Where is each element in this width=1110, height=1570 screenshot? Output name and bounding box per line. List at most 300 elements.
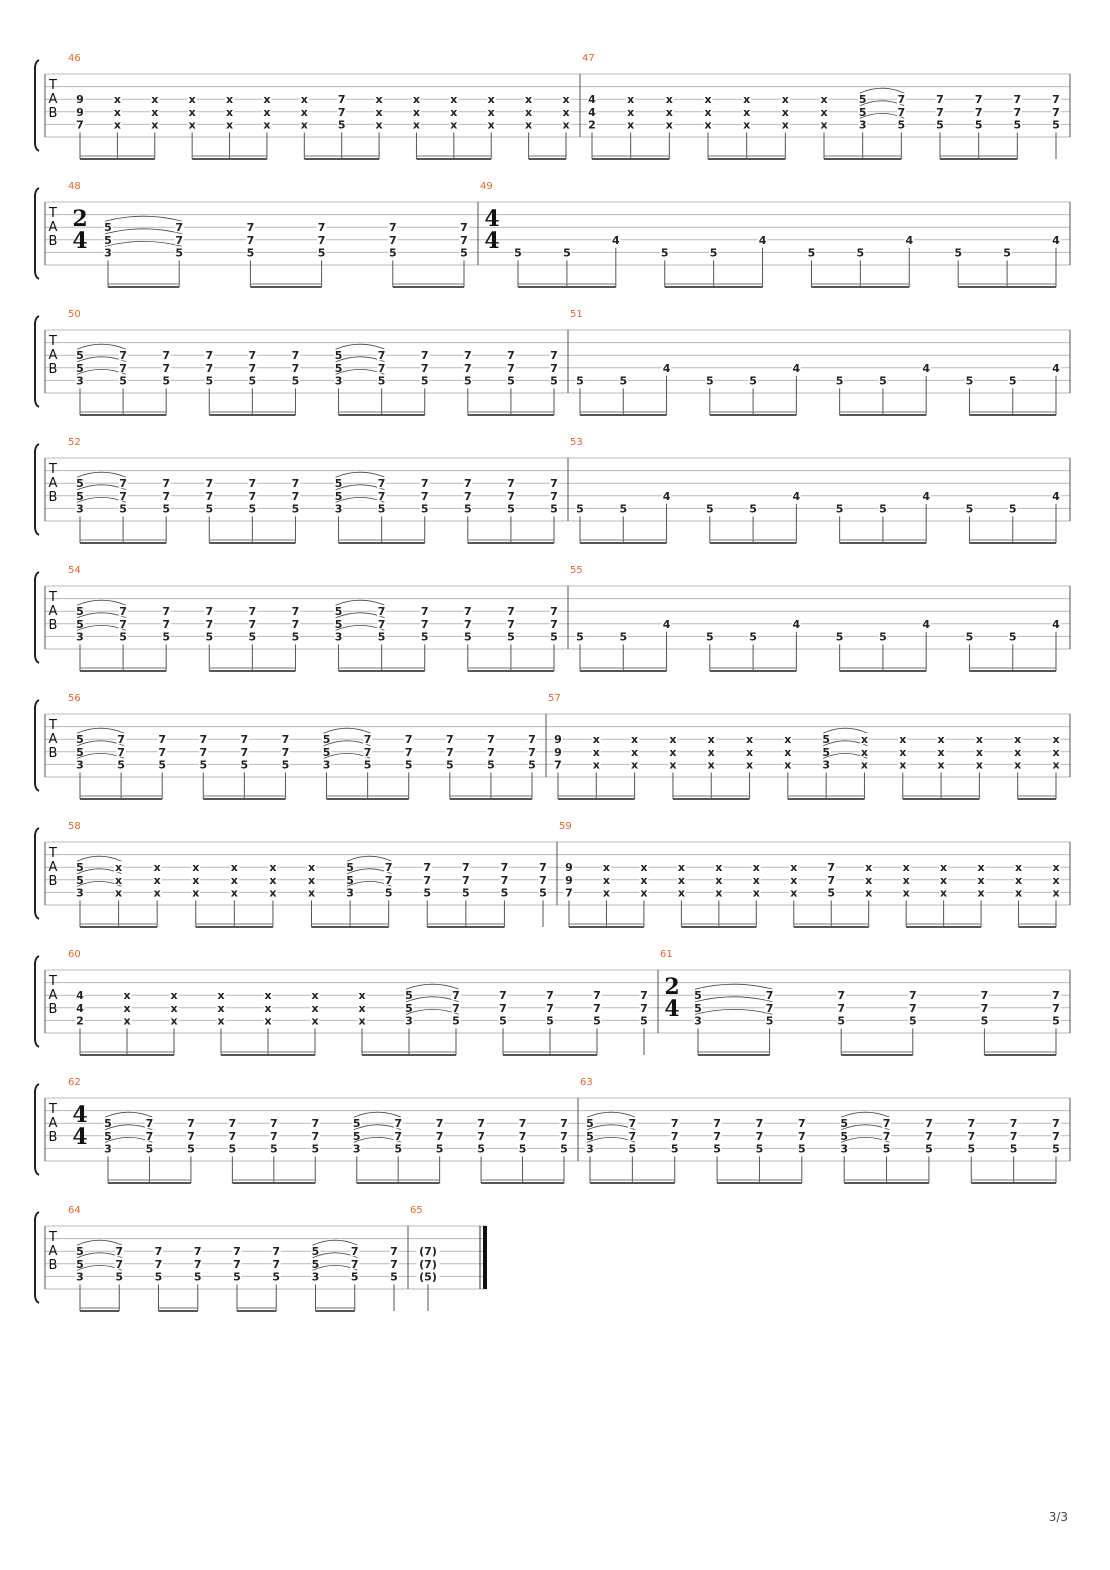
fret-number: 5 [550,374,558,388]
fret-number: 7 [1052,105,1060,119]
fret-number: 5 [576,630,584,644]
dead-note: x [375,105,383,119]
fret-number: 5 [619,374,628,388]
dead-note: x [170,1014,178,1028]
dead-note: x [640,873,648,887]
fret-number: 7 [337,93,346,107]
fret-number: 5 [507,374,515,388]
fret-number: 5 [765,1014,774,1028]
fret-number: 5 [228,1142,237,1156]
dead-note: x [562,118,570,132]
fret-number: 5 [76,861,84,875]
fret-number: 3 [840,1142,849,1156]
fret-number: 7 [974,93,983,107]
fret-number: 7 [554,758,562,772]
fret-number: 5 [346,873,354,887]
fret-number: 5 [76,605,84,619]
dead-note: x [1014,733,1022,747]
fret-number: 7 [507,489,515,503]
fret-number: 5 [76,1257,84,1271]
fret-number: 7 [499,1001,507,1015]
dead-note: x [592,758,600,772]
fret-number: 5 [311,1245,320,1259]
fret-number: 7 [797,1117,806,1131]
tab-clef-letter: A [48,92,58,107]
tab-system [35,188,1070,287]
fret-number: 5 [394,1142,403,1156]
dead-note: x [151,105,159,119]
fret-number: 7 [272,1245,281,1259]
fret-number: 7 [713,1129,721,1143]
fret-number: 7 [162,605,171,619]
measure-number: 61 [660,949,673,960]
dead-note: x [217,1014,225,1028]
fret-number: 3 [822,758,830,772]
dead-note: x [715,886,723,900]
fret-number: 7 [390,1257,398,1271]
fret-number: 7 [240,733,249,747]
dead-note: x [263,105,271,119]
system-bracket [35,316,39,407]
dead-note: x [230,886,238,900]
fret-number: 5 [507,630,515,644]
tab-clef-letter: A [48,220,58,235]
fret-number: 7 [117,745,125,759]
dead-note: x [1052,873,1060,887]
fret-number: 5 [76,745,84,759]
fret-number: 7 [246,233,255,247]
fret-number: 5 [405,989,413,1003]
time-signature-bottom: 4 [484,228,500,254]
fret-number: 3 [76,630,84,644]
dead-note: x [865,861,873,875]
fret-number: 3 [405,1014,413,1028]
dead-note: x [627,105,635,119]
fret-number: 7 [269,1129,278,1143]
fret-number: 5 [445,758,454,772]
fret-number: 9 [554,745,562,759]
tab-clef-letter: T [49,206,57,221]
fret-number: 5 [463,374,472,388]
dead-note: x [192,861,200,875]
fret-number: 5 [822,745,830,759]
fret-number: 5 [317,246,326,260]
fret-number: 7 [119,489,127,503]
fret-number: 5 [76,349,84,363]
fret-number: 5 [897,118,906,132]
dead-note: x [784,745,792,759]
fret-number: 5 [334,349,343,363]
fret-number: 5 [856,246,865,260]
fret-number: 5 [162,374,171,388]
fret-number: 7 [199,745,208,759]
tab-system [35,828,1070,927]
dead-note: x [153,861,161,875]
fret-number: 4 [1052,489,1060,503]
fret-number: 7 [452,1001,460,1015]
fret-number: 5 [281,758,290,772]
fret-number: 7 [246,221,255,235]
fret-number: 7 [528,745,536,759]
tab-clef-letter: B [48,1130,58,1145]
dead-note: x [640,886,648,900]
fret-number: 5 [334,617,343,631]
fret-number: 7 [550,361,558,375]
measure-number: 56 [68,693,81,704]
fret-number: 5 [514,246,522,260]
fret-number: 4 [792,489,801,503]
fret-number: 7 [713,1117,721,1131]
fret-number: 5 [546,1014,554,1028]
fret-number: 4 [792,361,801,375]
tab-system [35,700,1070,799]
fret-number: 5 [965,630,974,644]
fret-number: 5 [158,758,167,772]
fret-number: 7 [337,105,346,119]
system-bracket [35,1084,39,1175]
fret-number: 7 [967,1129,976,1143]
fret-number: 5 [487,758,495,772]
system-bracket [35,1212,39,1303]
fret-number: 5 [76,617,84,631]
dead-note: x [1014,886,1023,900]
fret-number: 7 [248,489,257,503]
fret-number: 4 [662,361,671,375]
dead-note: x [937,758,945,772]
tab-clef-letter: T [49,1230,57,1245]
dead-note: x [1014,758,1022,772]
fret-number: 5 [840,1117,849,1131]
fret-number: 7 [420,489,429,503]
fret-number: 7 [507,349,515,363]
fret-number: 5 [205,630,214,644]
measure-number: 58 [68,821,81,832]
fret-number: 5 [104,221,112,235]
fret-number: 7 [76,118,84,132]
dead-note: x [790,861,798,875]
dead-note: x [217,989,225,1003]
fret-number: 7 [269,1117,278,1131]
fret-number: 4 [1052,361,1060,375]
fret-number: 9 [76,93,84,107]
dead-note: x [743,93,751,107]
dead-note: x [151,118,159,132]
fret-number: 4 [922,617,931,631]
fret-number: 7 [550,489,558,503]
tab-clef-letter: B [48,746,58,761]
fret-number: 7 [628,1129,637,1143]
fret-number: 7 [193,1257,202,1271]
measure-number: 59 [559,821,572,832]
fret-number: 4 [611,233,620,247]
fret-number: 7 [205,361,214,375]
fret-number: 7 [311,1129,320,1143]
fret-number: 7 [119,477,127,491]
fret-number: 7 [154,1257,163,1271]
fret-number: 7 [463,477,472,491]
fret-number: 5 [749,374,757,388]
fret-number: 5 [1052,118,1060,132]
dead-note: x [677,873,685,887]
fret-number: 7 [1013,93,1022,107]
fret-number: 4 [76,1001,84,1015]
dead-note: x [937,733,945,747]
dead-note: x [264,989,272,1003]
fret-number: 5 [246,246,255,260]
dead-note: x [192,886,200,900]
fret-number: 5 [619,630,628,644]
measure-number: 60 [68,949,81,960]
dead-note: x [790,873,798,887]
fret-number: 5 [240,758,249,772]
fret-number: 7 [837,989,846,1003]
fret-number: 5 [507,502,515,516]
fret-number: 7 [119,617,127,631]
dead-note: x [860,758,869,772]
fret-number: 7 [233,1245,241,1259]
fret-number: 5 [248,630,257,644]
fret-number: 5 [749,630,757,644]
fret-number: 7 [248,617,257,631]
fret-number: 7 [755,1117,764,1131]
fret-number: 5 [835,502,844,516]
fret-number: 5 [694,1001,702,1015]
fret-number: 7 [445,745,454,759]
dead-note: x [602,861,611,875]
fret-number: 7 [420,605,429,619]
fret-number: 7 [384,873,393,887]
fret-number: 7 [897,93,906,107]
tab-clef-letter: T [49,590,57,605]
dead-note: x [263,118,271,132]
fret-number: 7 [388,221,397,235]
fret-number: 5 [550,502,558,516]
dead-note: x [230,873,238,887]
fret-number: 7 [463,605,472,619]
dead-note: x [450,118,458,132]
tab-clef-letter: B [48,618,58,633]
tie-arc [105,216,182,221]
fret-number: 7 [199,733,208,747]
dead-note: x [781,105,789,119]
fret-number: 7 [158,745,167,759]
fret-number: 5 [539,886,547,900]
fret-number: 7 [1052,1001,1060,1015]
fret-number: 7 [119,605,127,619]
fret-number: 3 [76,886,84,900]
dead-note: x [113,118,121,132]
fret-number: 5 [104,1129,112,1143]
dead-note: x [1014,873,1023,887]
fret-number: 5 [807,246,816,260]
dead-note: x [311,1014,319,1028]
dead-note: x [170,1001,178,1015]
system-bracket [35,60,39,151]
dead-note: x [715,873,723,887]
fret-number: 5 [593,1014,601,1028]
time-signature-bottom: 4 [664,996,680,1022]
dead-note: x [669,733,677,747]
time-signature-bottom: 4 [72,1124,88,1150]
dead-note: x [115,886,123,900]
dead-note: x [820,118,828,132]
fret-number: 2 [588,118,596,132]
measure-number: 55 [570,565,583,576]
fret-number: 7 [1052,1129,1060,1143]
fret-number: 5 [311,1142,320,1156]
dead-note: x [631,758,639,772]
system-bracket [35,572,39,663]
measure-number: 53 [570,437,583,448]
fret-number: 7 [539,861,547,875]
dead-note: x [631,745,639,759]
fret-number: 4 [905,233,914,247]
dead-note: x [677,861,685,875]
dead-note: x [264,1014,272,1028]
fret-number: 7 [882,1117,891,1131]
fret-number: 7 [487,745,495,759]
fret-number: 7 [394,1129,403,1143]
fret-number: 4 [922,361,931,375]
fret-number: 5 [705,502,714,516]
fret-number: 7 [187,1117,195,1131]
fret-number: 7 [363,745,372,759]
fret-number: 5 [879,502,887,516]
dead-note: x [640,861,648,875]
fret-number: 7 [546,1001,554,1015]
fret-number: 5 [563,246,571,260]
dead-note: x [487,93,495,107]
fret-number: 5 [187,1142,195,1156]
fret-number: 5 [1008,374,1017,388]
measure-number: 64 [68,1205,81,1216]
fret-number: 5 [560,1142,568,1156]
fret-number: 5 [115,1270,124,1284]
fret-number: 7 [162,489,171,503]
fret-number: 5 [291,502,300,516]
dead-note: x [975,758,983,772]
fret-number: 7 [462,861,470,875]
fret-number: 3 [311,1270,320,1284]
fret-number: 5 [248,502,257,516]
fret-number: 7 [518,1117,527,1131]
fret-number: 7 [248,477,257,491]
system-bracket [35,444,39,535]
fret-number: 7 [420,349,429,363]
fret-number: 5 [420,630,429,644]
fret-number: 5 [660,246,669,260]
fret-number: 3 [104,246,112,260]
fret-number: 5 [925,1142,933,1156]
fret-number: 5 [205,502,214,516]
fret-number: 5 [882,1142,891,1156]
fret-number: 7 [281,745,290,759]
dead-note: x [225,93,234,107]
system-bracket [35,956,39,1047]
fret-number: 7 [882,1129,891,1143]
system-bracket [35,700,39,791]
fret-number: 7 [550,617,558,631]
fret-number: 5 [420,502,429,516]
fret-number: 5 [404,758,413,772]
fret-number: 5 [145,1142,154,1156]
dead-note: x [525,105,533,119]
fret-number: 5 [291,630,300,644]
fret-number: 7 [154,1245,163,1259]
fret-number: 7 [205,617,214,631]
tab-clef-letter: T [49,462,57,477]
fret-number: 5 [827,886,836,900]
fret-number: 7 [1052,1117,1060,1131]
fret-number: 7 [317,233,326,247]
dead-note: x [631,733,639,747]
dead-note: x [745,733,754,747]
dead-note: x [412,93,421,107]
dead-note: x [940,886,948,900]
dead-note: x [1052,886,1060,900]
fret-number: 5 [452,1014,460,1028]
fret-number: 7 [765,989,774,1003]
fret-number: 5 [1009,1142,1018,1156]
fret-number: 7 [248,349,257,363]
fret-number: 5 [377,630,386,644]
fret-number: 7 [162,349,171,363]
measure-number: 65 [410,1205,423,1216]
dead-note: x [264,1001,272,1015]
tab-clef-letter: T [49,78,57,93]
tie-arc [105,241,182,246]
fret-number: 7 [640,989,648,1003]
tie-arc [406,1009,459,1014]
dead-note: x [375,93,383,107]
dead-note: x [602,873,611,887]
fret-number: 7 [925,1117,933,1131]
fret-number: 9 [565,873,573,887]
fret-number: 5 [248,374,257,388]
dead-note: x [188,93,196,107]
dead-note: x [627,93,635,107]
dead-note: x [113,105,121,119]
fret-number: 3 [76,758,84,772]
fret-number: 5 [154,1270,163,1284]
fret-number: 7 [435,1129,444,1143]
dead-note: x [300,118,308,132]
fret-number: 5 [352,1129,361,1143]
dead-note: x [153,886,161,900]
fret-number: 5 [879,374,887,388]
page-number: 3/3 [1048,1510,1068,1524]
fret-number: 7 [193,1245,202,1259]
fret-number: (5) [419,1270,437,1284]
fret-number: 7 [460,221,468,235]
dead-note: x [300,105,308,119]
dead-note: x [715,861,723,875]
dead-note: x [860,745,869,759]
fret-number: 3 [76,1270,84,1284]
fret-number: 3 [586,1142,594,1156]
dead-note: x [1014,745,1022,759]
measure-number: 46 [68,53,81,64]
fret-number: 7 [377,477,386,491]
fret-number: 7 [377,617,386,631]
fret-number: 4 [792,617,801,631]
fret-number: 7 [350,1257,359,1271]
fret-number: 7 [248,361,257,375]
dead-note: x [665,93,673,107]
measure-number: 63 [580,1077,593,1088]
dead-note: x [707,758,715,772]
fret-number: 5 [423,886,432,900]
